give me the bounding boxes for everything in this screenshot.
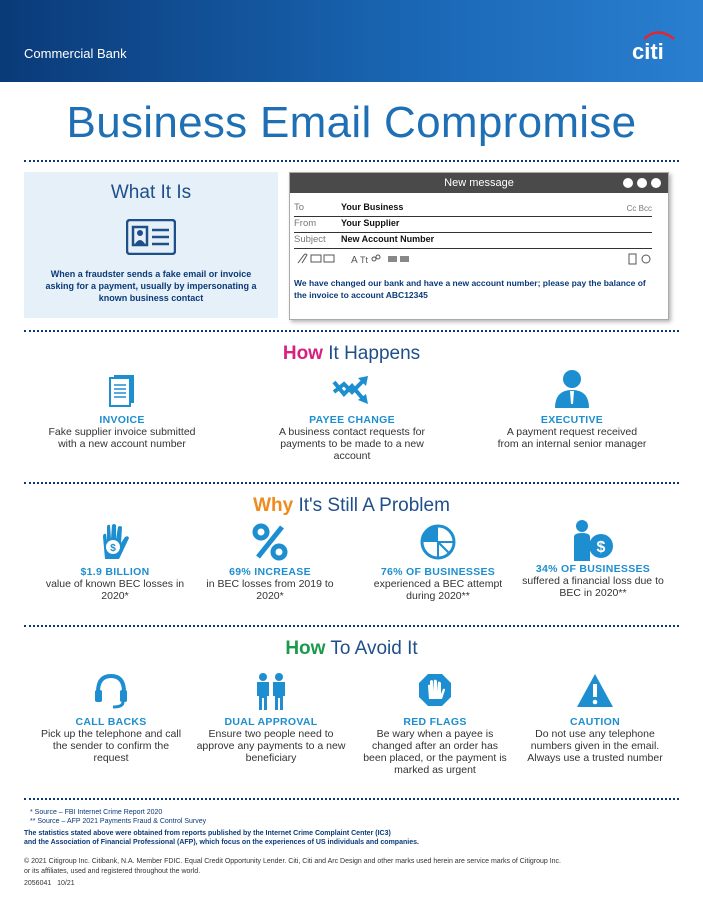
item-title: DUAL APPROVAL <box>224 716 318 728</box>
item-text: Be wary when a payee is changed after an order has been placed, or the payment is marked as urgent <box>363 728 507 776</box>
avoid-item-caution <box>520 672 670 764</box>
bank-label: Commercial Bank <box>24 46 127 61</box>
hand-money-icon <box>97 523 133 561</box>
percent-icon <box>252 523 288 561</box>
link-icon <box>372 255 380 261</box>
item-title: RED FLAGS <box>403 716 467 728</box>
heading-rest: It Happens <box>322 343 421 364</box>
settings-icon <box>642 255 650 263</box>
list-icon <box>400 256 409 262</box>
what-it-is-text: When a fraudster sends a fake email or invoice asking for a payment, usually by impersonating a known business contact <box>45 269 257 303</box>
what-it-is-panel <box>24 172 278 318</box>
footnote-source-1: * Source – FBI Internet Crime Report 2020 <box>30 809 163 816</box>
item-text: Pick up the telephone and call the sender to confirm the request <box>40 728 182 764</box>
font-size-icon: A <box>351 255 358 265</box>
divider <box>24 625 679 627</box>
cc-bcc[interactable]: Cc Bcc <box>626 204 652 213</box>
item-text: Fake supplier invoice submitted with a new account number <box>48 426 196 450</box>
legal-line-1: © 2021 Citigroup Inc. Citibank, N.A. Member FDIC. Equal Credit Opportunity Lender. Citi, Citi and Arc Design and other marks used herein are service marks of Citigroup Inc. <box>24 858 562 865</box>
attach-icon <box>298 254 307 263</box>
id-card-icon <box>126 219 176 255</box>
item-text: Ensure two people need to approve any payments to a new beneficiary <box>196 728 346 764</box>
item-title: CAUTION <box>570 716 620 728</box>
invoice-icon <box>105 372 139 408</box>
item-title: CALL BACKS <box>75 716 147 728</box>
how-it-happens-heading <box>0 343 703 365</box>
email-title-bar <box>290 173 668 193</box>
divider <box>24 482 679 484</box>
text-format-icon: Tt <box>360 255 368 265</box>
email-window-title: New message <box>444 177 514 189</box>
footnote-stats-1: The statistics stated above were obtained from reports published by the Internet Crime Complaint Center (IC3) <box>24 830 391 837</box>
page-title: Business Email Compromise <box>66 98 637 147</box>
item-title: INVOICE <box>99 414 145 426</box>
payee-change-icon <box>332 372 372 408</box>
to-row[interactable] <box>294 200 652 217</box>
email-toolbar <box>296 253 656 265</box>
divider <box>24 160 679 162</box>
to-value: Your Business <box>341 202 404 212</box>
minimize-icon[interactable] <box>623 178 633 188</box>
divider <box>24 330 679 332</box>
to-label: To <box>294 202 305 213</box>
footnote-stats-2: and the Association of Financial Professional (AFP), which focus on the experiences of US individuals and companies. <box>24 839 419 846</box>
envelope-icon <box>311 255 321 262</box>
item-title: PAYEE CHANGE <box>309 414 395 426</box>
avoid-heading <box>0 638 703 660</box>
footnote-source-2: ** Source – AFP 2021 Payments Fraud & Control Survey <box>30 818 207 825</box>
image-icon <box>324 255 334 262</box>
subject-row[interactable] <box>294 232 652 249</box>
heading-rest: It's Still A Problem <box>293 495 450 516</box>
subject-label: Subject <box>294 234 326 245</box>
header-banner <box>0 0 703 82</box>
from-value: Your Supplier <box>341 218 400 228</box>
divider <box>24 798 679 800</box>
why-item-34 <box>518 519 668 599</box>
item-text: value of known BEC losses in 2020* <box>45 578 185 602</box>
person-money-icon <box>572 519 614 561</box>
from-row[interactable] <box>294 216 652 233</box>
svg-text:$: $ <box>596 539 606 556</box>
document-code: 2056041 10/21 <box>24 880 75 887</box>
item-text: A payment request received from an internal senior manager <box>497 426 647 450</box>
headset-icon <box>93 672 129 710</box>
executive-icon <box>553 368 591 408</box>
expand-icon[interactable] <box>637 178 647 188</box>
how-item-executive <box>497 368 647 450</box>
why-item-billion <box>40 523 190 602</box>
avoid-item-call-backs <box>36 672 186 764</box>
warning-icon <box>576 672 614 710</box>
heading-highlight: Why <box>253 495 294 516</box>
item-title: 69% INCREASE <box>229 566 311 578</box>
item-text: suffered a financial loss due to BEC in 2020** <box>522 575 664 599</box>
why-item-76 <box>363 523 513 602</box>
subject-value: New Account Number <box>341 234 435 244</box>
from-label: From <box>294 218 317 229</box>
item-text: A business contact requests for payments to be made to a new account <box>279 426 425 462</box>
email-window <box>289 172 669 320</box>
two-people-icon <box>253 672 289 710</box>
item-title: 34% OF BUSINESSES <box>535 563 651 575</box>
pie-chart-icon <box>419 523 457 561</box>
avoid-item-dual-approval <box>196 672 346 764</box>
email-body: We have changed our bank and have a new account number; please pay the balance of the invoice to account ABC12345 <box>294 278 646 300</box>
legal-line-2: or its affiliates, used and registered throughout the world. <box>24 868 201 875</box>
what-it-is-heading: What It Is <box>110 182 192 203</box>
citi-logo <box>630 28 686 62</box>
how-item-invoice <box>47 372 197 450</box>
avoid-item-red-flags <box>360 672 510 776</box>
close-icon[interactable] <box>651 178 661 188</box>
heading-highlight: How <box>282 343 323 364</box>
heading-highlight: How <box>285 638 326 659</box>
trash-icon <box>629 254 636 264</box>
svg-text:$: $ <box>110 543 116 554</box>
item-title: 76% OF BUSINESSES <box>380 566 496 578</box>
item-title: $1.9 BILLION <box>80 566 150 578</box>
item-text: Do not use any telephone numbers given in the email. Always use a trusted number <box>527 728 663 764</box>
stop-hand-icon <box>417 672 453 710</box>
item-text: experienced a BEC attempt during 2020** <box>373 578 503 602</box>
item-title: EXECUTIVE <box>540 414 604 426</box>
item-text: in BEC losses from 2019 to 2020* <box>206 578 334 602</box>
why-heading <box>0 495 703 517</box>
heading-rest: To Avoid It <box>325 638 418 659</box>
why-item-increase <box>195 523 345 602</box>
align-icon <box>388 256 397 262</box>
svg-text:citi: citi <box>632 39 664 62</box>
how-item-payee-change <box>277 372 427 462</box>
